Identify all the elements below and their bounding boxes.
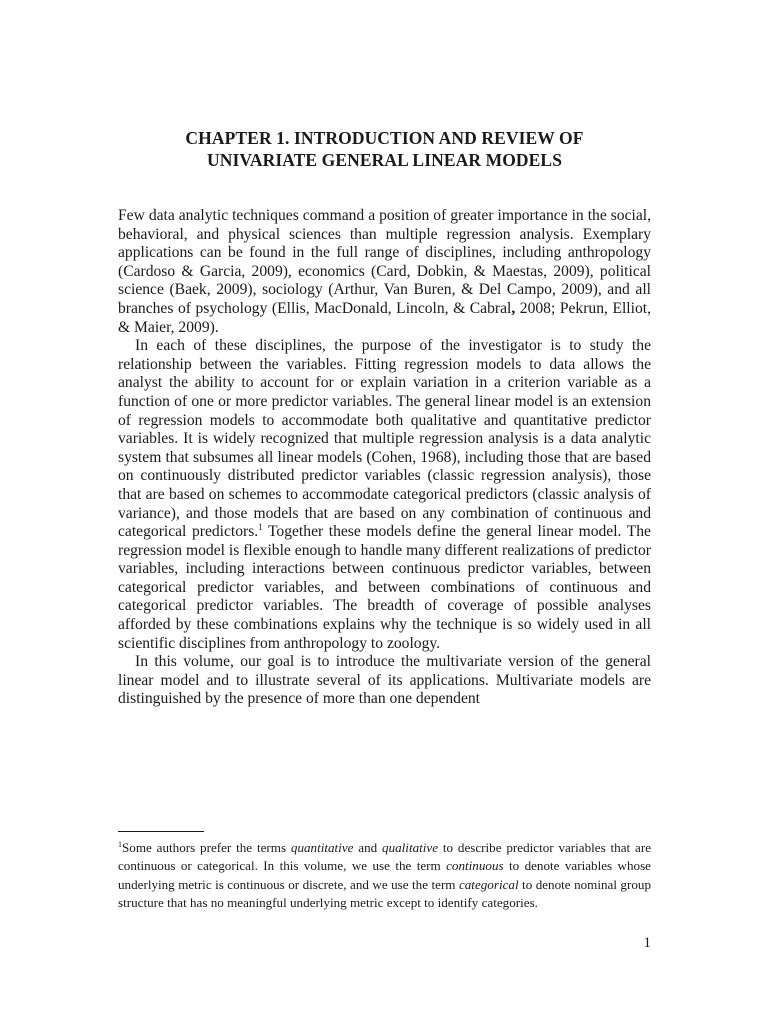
- footnote-text-5: to denote nominal group structure that has no meaningful underlying metric except to identify categories.: [118, 876, 651, 910]
- footnote-term-categorical: categorical: [458, 876, 519, 892]
- paragraph-3: [118, 653, 651, 709]
- chapter-title-line-2: UNIVARIATE GENERAL LINEAR MODELS: [206, 150, 563, 170]
- footnote: [118, 839, 651, 912]
- footnote-term-quantitative: quantitative: [290, 840, 354, 855]
- paragraph-1-end: 2008; Pekrun, Elliot, & Maier, 2009).: [118, 299, 651, 336]
- footnote-divider: [118, 831, 204, 832]
- footnote-text-4: to denote variables whose underlying metric is continuous or discrete, and we use the term: [118, 858, 651, 892]
- footnote-term-continuous: continuous: [446, 858, 504, 874]
- paragraph-2-text-b: Together these models define the general linear model. The regression model is flexible enough to handle many different realizations of predictor variables, including interactions between continuous predictor variables, between categorical predictor variables, and between combinations of continuous and categorical predictor variables. The breadth of coverage of possible analyses afforded by these combinations explains why the technique is so widely used in all scientific disciplines from anthropology to zoology.: [118, 523, 651, 652]
- chapter-title: [118, 127, 651, 171]
- paragraph-1-text: Few data analytic techniques command a position of greater importance in the social, behavioral, and physical sciences than multiple regression analysis. Exemplary applications can be found in the full range of disciplines, including anthropology (Cardoso & Garcia, 2009), economics (Card, Dobkin, & Maestas, 2009), political science (Baek, 2009), sociology (Arthur, Van Buren, & Del Campo, 2009), and all branches of psychology (Ellis, MacDonald, Lincoln, & Cabral: [118, 207, 651, 317]
- chapter-title-line-1: CHAPTER 1. INTRODUCTION AND REVIEW OF: [185, 128, 584, 148]
- footnote-text-2: and: [353, 840, 383, 855]
- footnote-text-3: to describe predictor variables that are continuous or categorical. In this volume, we use the term: [118, 840, 652, 874]
- footnote-text-1: Some authors prefer the terms: [122, 840, 291, 855]
- paragraph-3-text: In this volume, our goal is to introduce the multivariate version of the general linear model and to illustrate several of its applications. Multivariate models are distinguished by the presence of more than one dependent: [118, 653, 651, 708]
- page-number: 1: [643, 935, 651, 951]
- paragraph-2-text-a: In each of these disciplines, the purpose of the investigator is to study the relationship between the variables. Fitting regression models to data allows the analyst the ability to account for or explain variation in a criterion variable as a function of one or more predictor variables. The general linear model is an extension of regression models to accommodate both qualitative and quantitative predictor variables. It is widely recognized that multiple regression analysis is a data analytic system that subsumes all linear models (Cohen, 1968), including those that are based on continuously distributed predictor variables (classic regression analysis), those that are based on schemes to accommodate categorical predictors (classic analysis of variance), and those models that are based on any combination of continuous and categorical predictors.: [118, 337, 651, 541]
- paragraph-1: [118, 207, 651, 337]
- footnote-reference[interactable]: 1: [258, 522, 263, 533]
- paragraph-2: [118, 337, 651, 653]
- paragraph-1-bold-comma: ,: [511, 299, 516, 317]
- footnote-marker: 1: [118, 840, 122, 849]
- footnote-term-qualitative: qualitative: [382, 840, 439, 855]
- body-text: [118, 207, 651, 709]
